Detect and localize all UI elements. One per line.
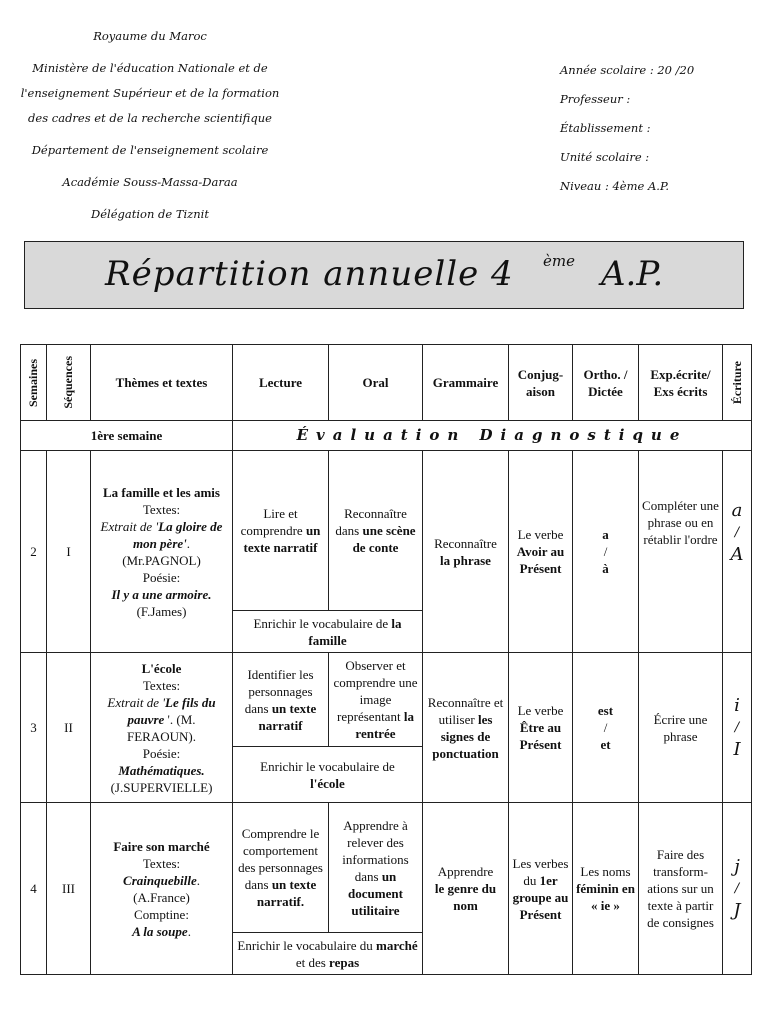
vocabulary-cell <box>233 611 423 653</box>
spelling-sep: / <box>603 720 608 735</box>
grammar-focus: le genre du nom <box>434 881 497 913</box>
teacher-field: Professeur : <box>560 92 631 106</box>
oral-cell <box>329 451 423 611</box>
theme-cell <box>91 451 233 653</box>
table-row <box>21 653 752 747</box>
school-year: Année scolaire : 20 /20 <box>560 63 695 77</box>
sequence-number: I <box>47 451 91 653</box>
handwriting-cell <box>723 653 752 803</box>
poem-author: (F.James) <box>136 603 187 619</box>
vocab-joiner: et des <box>295 954 326 970</box>
vocabulary-cell <box>233 747 423 803</box>
header-line: Académie Souss-Massa-Daraa <box>62 175 238 189</box>
col-oral: Oral <box>329 345 423 421</box>
texts-label: Textes: <box>142 677 181 693</box>
poem-label: Poésie: <box>142 569 181 585</box>
oral-text: Reconnaître dans <box>335 506 407 538</box>
handwriting-cell <box>723 803 752 975</box>
reading-text: Lire et comprendre <box>240 506 303 538</box>
col-grammar: Grammaire <box>423 345 509 421</box>
theme-cell <box>91 653 233 803</box>
reading-cell <box>233 451 329 611</box>
texts-label: Textes: <box>142 855 181 871</box>
writing-exp-cell: Écrire une phrase <box>639 653 723 803</box>
week-number: 4 <box>21 803 47 975</box>
poem-author: (J.SUPERVIELLE) <box>110 779 213 795</box>
conjugation-cell <box>509 803 573 975</box>
theme-title: Faire son marché <box>113 838 210 854</box>
spelling-cell <box>573 653 639 803</box>
oral-focus: un document utilitaire <box>348 868 403 918</box>
school-unit-field: Unité scolaire : <box>560 150 650 164</box>
conjugation-text: Le verbe <box>517 527 564 542</box>
rhyme-suffix: . <box>187 923 191 939</box>
handwriting-cell <box>723 451 752 653</box>
school-info <box>560 56 694 201</box>
text-title: Le fils du pauvre <box>127 694 216 727</box>
letter-sep: / <box>734 719 740 735</box>
texts-label: Textes: <box>142 501 181 517</box>
rhyme-label: Comptine: <box>134 906 189 922</box>
col-conjugation: Conjug-aison <box>509 345 573 421</box>
spelling-a: est <box>597 703 614 718</box>
letter-sep: / <box>734 524 740 540</box>
title-level: A.P. <box>601 254 664 294</box>
header-line: l'enseignement Supérieur et de la formation <box>20 86 280 100</box>
oral-text: Observer et comprendre une image représentant <box>333 658 418 724</box>
oral-text: Apprendre à relever des informations dans <box>342 817 409 884</box>
text-suffix: '. (M. FERAOUN). <box>127 711 196 744</box>
theme-title: La famille et les amis <box>103 484 220 500</box>
diagnostic-evaluation: Évaluation Diagnostique <box>233 421 752 451</box>
header-line: des cadres et de la recherche scientifique <box>28 111 272 125</box>
header-line: Royaume du Maroc <box>93 29 207 43</box>
poem-title: Mathématiques. <box>118 762 205 778</box>
page-title: Répartition annuelle 4 <box>105 254 514 294</box>
vocabulary-cell <box>233 933 423 975</box>
vocab-text: Enrichir le vocabulaire du <box>237 937 373 953</box>
reading-focus: un texte narratif <box>243 523 321 555</box>
vocab-text: Enrichir le vocabulaire de <box>253 615 389 631</box>
oral-focus: la rentrée <box>355 709 414 741</box>
spelling-sep: / <box>603 544 608 559</box>
poem-label: Poésie: <box>142 745 181 761</box>
text-title: Crainquebille <box>123 872 197 888</box>
text-author: (A.France) <box>133 889 190 905</box>
oral-cell <box>329 653 423 747</box>
oral-focus: une scène de conte <box>352 523 416 555</box>
establishment-field: Établissement : <box>560 121 651 135</box>
vocab-text: Enrichir le vocabulaire de <box>260 758 395 774</box>
conjugation-cell <box>509 451 573 653</box>
conjugation-text: Le verbe <box>517 703 564 718</box>
col-reading: Lecture <box>233 345 329 421</box>
spelling-b: et <box>600 737 611 752</box>
header-line: Département de l'enseignement scolaire <box>31 143 269 157</box>
week-number: 2 <box>21 451 47 653</box>
vocab-focus-2: repas <box>329 954 360 970</box>
letter-lower: j <box>734 855 740 877</box>
col-weeks: Semaines <box>21 345 47 421</box>
grammar-cell <box>423 451 509 653</box>
spelling-text: Les noms <box>580 864 631 879</box>
sequence-number: III <box>47 803 91 975</box>
reading-text: Identifier les personnages dans <box>244 666 314 716</box>
level-field: Niveau : 4ème A.P. <box>560 179 670 193</box>
title-superscript: ème <box>543 252 575 270</box>
reading-focus: un texte narratif <box>258 700 317 733</box>
letter-upper: A <box>730 543 744 565</box>
reading-cell <box>233 803 329 933</box>
vocab-focus: la famille <box>308 615 402 648</box>
vocab-focus: l'école <box>310 775 345 791</box>
conjugation-focus: 1er groupe au Présent <box>512 872 569 922</box>
grammar-cell <box>423 653 509 803</box>
theme-cell <box>91 803 233 975</box>
annual-plan-table <box>20 344 752 975</box>
sequence-number: II <box>47 653 91 803</box>
reading-cell <box>233 653 329 747</box>
reading-focus: un texte narratif. <box>256 877 317 909</box>
letter-lower: i <box>734 694 740 716</box>
grammar-text: Reconnaître et utiliser <box>427 694 504 727</box>
letter-lower: a <box>731 499 743 521</box>
rhyme-title: A la soupe <box>132 923 188 939</box>
col-sequences: Séquences <box>47 345 91 421</box>
col-writing-exp: Exp.écrite/ Exs écrits <box>639 345 723 421</box>
text-title: La gloire de mon père' <box>132 518 223 551</box>
spelling-cell <box>573 451 639 653</box>
week1-row <box>21 421 752 451</box>
spelling-a: a <box>602 527 609 542</box>
week1-label: 1ère semaine <box>21 421 233 451</box>
reading-text: Comprendre le comportement des personnages dans <box>238 826 323 892</box>
spelling-b: à <box>602 561 609 576</box>
header-row <box>21 345 752 421</box>
oral-cell <box>329 803 423 933</box>
week-number: 3 <box>21 653 47 803</box>
col-spelling: Ortho. / Dictée <box>573 345 639 421</box>
table-row <box>21 803 752 933</box>
grammar-text: Apprendre <box>437 864 494 879</box>
text-prefix: Extrait de ' <box>100 518 159 534</box>
vocab-focus-1: marché <box>375 937 418 953</box>
letter-upper: I <box>733 738 741 760</box>
spelling-cell <box>573 803 639 975</box>
title-banner <box>24 241 744 309</box>
col-handwriting: Écriture <box>723 345 752 421</box>
writing-exp-cell: Compléter une phrase ou en rétablir l'ordre <box>639 451 723 653</box>
header-line: Délégation de Tiznit <box>91 207 209 221</box>
table-row <box>21 451 752 611</box>
poem-title: Il y a une armoire. <box>111 586 212 602</box>
conjugation-focus: Être au Présent <box>519 720 562 752</box>
conjugation-cell <box>509 653 573 803</box>
header-line: Ministère de l'éducation Nationale et de <box>32 61 268 75</box>
text-suffix: . <box>196 872 200 888</box>
letter-upper: J <box>733 899 741 921</box>
col-themes: Thèmes et textes <box>91 345 233 421</box>
spelling-focus: féminin en « ie » <box>576 881 635 913</box>
grammar-text: Reconnaître <box>434 535 497 551</box>
grammar-cell <box>423 803 509 975</box>
conjugation-focus: Avoir au Présent <box>516 544 565 576</box>
text-prefix: Extrait de ' <box>107 694 166 710</box>
grammar-focus: la phrase <box>440 552 491 568</box>
conjugation-text: Les verbes du <box>512 855 569 888</box>
institution-header <box>20 28 280 222</box>
theme-title: L'école <box>141 660 182 676</box>
text-suffix: . <box>186 535 191 551</box>
letter-sep: / <box>734 880 740 896</box>
writing-exp-cell: Faire des transform-ations sur un texte à partir de consignes <box>639 803 723 975</box>
grammar-focus: les signes de ponctuation <box>432 711 499 761</box>
text-author: (Mr.PAGNOL) <box>122 552 201 568</box>
